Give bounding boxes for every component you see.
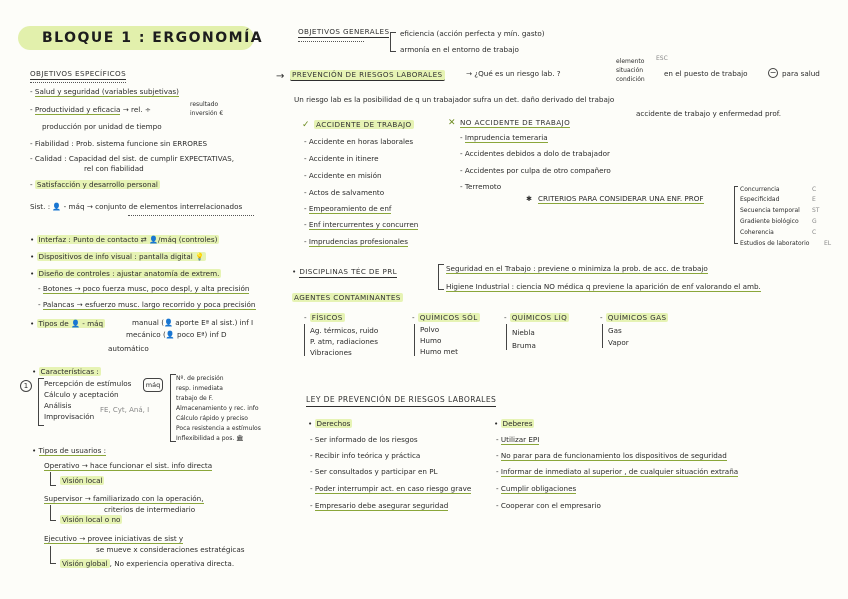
- criterio-item: Concurrencia: [740, 186, 780, 193]
- usuario-ejecutivo: Ejecutivo → provee iniciativas de sist y: [44, 534, 184, 543]
- list-item: - Informar de inmediato al superior , de cualquier situación extraña: [496, 467, 739, 476]
- prevencion-tail: en el puesto de trabajo: [664, 69, 748, 78]
- bracket: [50, 505, 56, 521]
- agente-item: Humo: [420, 336, 442, 345]
- criterio-item: Gradiente biológico: [740, 218, 799, 225]
- agente-item: Vibraciones: [310, 348, 352, 357]
- list-item: - No parar para de funcionamiento los dispositivos de seguridad: [496, 451, 727, 460]
- bracket: [414, 324, 418, 356]
- objetivos-especificos-heading: OBJETIVOS ESPECÍFICOS: [30, 70, 126, 80]
- list-item: rel con fiabilidad: [84, 164, 144, 173]
- agente-item: Polvo: [420, 325, 440, 334]
- usuario-supervisor-nivel: Visión local o no: [62, 515, 121, 524]
- agente-col-title: - QUÍMICOS LÍQ: [504, 313, 568, 322]
- list-item: - Imprudencia temeraria: [460, 133, 548, 142]
- ley-heading: LEY DE PREVENCIÓN DE RIESGOS LABORALES: [306, 396, 496, 407]
- list-item: Cálculo y aceptación: [44, 390, 119, 399]
- list-item: - Palancas → esfuerzo musc. largo recorrido y poca precisión: [38, 300, 256, 309]
- usuario-supervisor: Supervisor → familiarizado con la operación,: [44, 494, 204, 503]
- list-item: - Terremoto: [460, 182, 502, 191]
- list-item: - Fiabilidad : Prob. sistema funcione sin ERRORES: [30, 139, 208, 148]
- heading-squiggle: [30, 79, 126, 83]
- prevencion-tail2: para salud: [782, 69, 820, 78]
- list-item: - Satisfacción y desarrollo personal: [30, 180, 158, 189]
- tipos-maq-mecanico: mecánico (👤 poco Eª) inf D: [126, 330, 227, 339]
- criterio-item: Coherencia: [740, 229, 774, 236]
- list-item: producción por unidad de tiempo: [42, 122, 162, 131]
- list-item: Improvisación: [44, 412, 95, 421]
- bracket: [304, 324, 308, 356]
- list-item: - Recibir info teórica y práctica: [310, 451, 421, 460]
- usuario-supervisor-2: criterios de intermediario: [104, 505, 196, 514]
- usuario-operativo-nivel: Visión local: [62, 476, 103, 485]
- bracket: [602, 324, 606, 348]
- list-item: Almacenamiento y rec. info: [176, 405, 259, 412]
- tipos-maq-label: • Tipos de 👤 - máq: [30, 319, 104, 328]
- usuario-operativo: Operativo → hace funcionar el sist. info directa: [44, 461, 213, 470]
- agente-col-title: - QUÍMICOS GAS: [600, 313, 667, 322]
- ratio-numerator: resultado: [190, 101, 219, 108]
- deberes-title: • Deberes: [494, 419, 533, 428]
- list-item: - Accidentes debidos a dolo de trabajador: [460, 149, 610, 158]
- list-item: Poca resistencia a estímulos: [176, 425, 261, 432]
- bracket: [438, 264, 444, 290]
- agente-item: Vapor: [608, 338, 629, 347]
- list-item: - Cooperar con el empresario: [496, 501, 601, 510]
- objetivo-general-1: eficiencia (acción perfecta y mín. gasto): [400, 29, 545, 38]
- criterio-letter: C: [812, 186, 817, 193]
- prevencion-definition-2: accidente de trabajo y enfermedad prof.: [636, 109, 782, 118]
- caracteristicas-formula: FE, Cyt, Aná, I: [100, 406, 150, 414]
- list-item: • Dispositivos de info visual : pantalla digital 💡: [30, 252, 204, 261]
- criterio-letter: G: [812, 218, 817, 225]
- list-item: - Utilizar EPI: [496, 435, 540, 444]
- list-item: - Accidente in itinere: [304, 154, 379, 163]
- criterios-label: CRITERIOS PARA CONSIDERAR UNA ENF. PROF: [538, 194, 704, 203]
- objetivo-general-2: armonía en el entorno de trabajo: [400, 45, 519, 54]
- list-item: - Calidad : Capacidad del sist. de cumplir EXPECTATIVAS,: [30, 154, 234, 163]
- agente-col-title: - QUÍMICOS SÓL: [412, 313, 478, 322]
- minus-circle-icon: −: [769, 68, 777, 77]
- check-icon: ✓: [302, 120, 310, 130]
- disciplinas-heading: • DISCIPLINAS TÉC DE PRL: [292, 267, 398, 276]
- criterio-item: Secuencia temporal: [740, 207, 800, 214]
- ratio-denominator: inversión €: [190, 110, 224, 117]
- list-item: - Ser informado de los riesgos: [310, 435, 418, 444]
- cross-icon: ✕: [448, 118, 456, 128]
- list-item: - Actos de salvamento: [304, 188, 385, 197]
- esc-mark: ESC: [656, 55, 668, 62]
- bracket: [390, 32, 396, 52]
- usuario-ejecutivo-nivel: Visión global , No experiencia operativa directa.: [62, 559, 235, 568]
- agente-item: Niebla: [512, 328, 535, 337]
- sist-row: Sist. : 👤 - máq → conjunto de elementos interrelacionados: [30, 202, 243, 211]
- list-item: • Diseño de controles : ajustar anatomía de extrem.: [30, 269, 220, 278]
- bracket: [506, 324, 510, 350]
- list-item: - Salud y seguridad (variables subjetivas): [30, 87, 179, 96]
- maq-box: máq: [143, 378, 163, 392]
- list-item: - Empresario debe asegurar seguridad: [310, 501, 449, 510]
- asterisk-icon: ✱: [526, 194, 533, 203]
- list-item: Inflexibilidad a pos. 🏛: [176, 435, 244, 442]
- person-number-circle: 1: [20, 380, 32, 392]
- usuario-ejecutivo-2: se mueve x consideraciones estratégicas: [96, 545, 245, 554]
- list-item: - Empeoramiento de enf: [304, 204, 392, 213]
- tipos-usuarios-heading: • Tipos de usuarios :: [32, 446, 107, 455]
- agente-col-title: - FÍSICOS: [304, 313, 343, 322]
- heading-squiggle: [298, 38, 364, 42]
- list-item: Análisis: [44, 401, 72, 410]
- list-item: - Accidente en horas laborales: [304, 137, 414, 146]
- bracket: [50, 472, 56, 486]
- tipos-maq-automatico: automático: [108, 344, 149, 353]
- criterio-letter: EL: [824, 240, 832, 247]
- list-item: - Enf intercurrentes y concurren: [304, 220, 419, 229]
- list-item: - Cumplir obligaciones: [496, 484, 577, 493]
- list-item: - Accidente en misión: [304, 171, 382, 180]
- derechos-title: • Derechos: [308, 419, 351, 428]
- sist-squiggle: [128, 212, 254, 216]
- list-item: Nº. de precisión: [176, 375, 224, 382]
- tipos-maq-manual: manual (👤 aporte Eª al sist.) inf I: [132, 318, 254, 327]
- list-item: Cálculo rápido y preciso: [176, 415, 248, 422]
- list-item: - Imprudencias profesionales: [304, 237, 408, 246]
- agente-item: Humo met: [420, 347, 458, 356]
- list-item: - Accidentes por culpa de otro compañero: [460, 166, 611, 175]
- objetivos-generales-heading: OBJETIVOS GENERALES: [298, 28, 389, 38]
- accidente-heading: ACCIDENTE DE TRABAJO: [316, 120, 412, 129]
- list-item: • Interfaz : Punto de contacto ⇄ 👤/máq (controles): [30, 235, 218, 244]
- prevencion-definition: Un riesgo lab es la posibilidad de q un trabajador sufra un det. daño derivado del trabajo: [294, 95, 615, 104]
- agente-item: Bruma: [512, 341, 536, 350]
- list-item: - Ser consultados y participar en PL: [310, 467, 438, 476]
- page-title: BLOQUE 1 : ERGONOMÍA: [18, 26, 254, 50]
- bracket: [50, 546, 56, 564]
- list-item: - Productividad y eficacia → rel. ÷: [30, 105, 151, 114]
- list-item: Percepción de estímulos: [44, 379, 132, 388]
- sup-elemento: elemento: [616, 58, 645, 65]
- criterio-item: Especificidad: [740, 196, 780, 203]
- criterio-letter: C: [812, 229, 817, 236]
- agentes-heading: AGENTES CONTAMINANTES: [294, 293, 401, 302]
- no-accidente-heading: NO ACCIDENTE DE TRABAJO: [460, 118, 571, 127]
- agente-item: P. atm, radiaciones: [310, 337, 378, 346]
- disciplina-seguridad: Seguridad en el Trabajo : previene o minimiza la prob. de acc. de trabajo: [446, 264, 708, 273]
- bracket: [734, 186, 738, 244]
- criterio-item: Estudios de laboratorio: [740, 240, 810, 247]
- list-item: - Botones → poco fuerza musc, poco despl, y alta precisión: [38, 284, 250, 293]
- sup-situacion: situación: [616, 67, 644, 74]
- prevencion-heading: PREVENCIÓN DE RIESGOS LABORALES: [292, 70, 443, 79]
- list-item: trabajo de F.: [176, 395, 214, 402]
- sup-condicion: condición: [616, 76, 645, 83]
- disciplina-higiene: Higiene Industrial : ciencia NO médica q previene la aparición de enf valorando el amb.: [446, 282, 761, 291]
- agente-item: Ag. térmicos, ruido: [310, 326, 379, 335]
- caracteristicas-heading: • Características :: [32, 367, 99, 376]
- agente-item: Gas: [608, 326, 622, 335]
- criterio-letter: ST: [812, 207, 820, 214]
- list-item: - Poder interrumpir act. en caso riesgo grave: [310, 484, 472, 493]
- prevencion-question: → ¿Qué es un riesgo lab. ?: [466, 69, 561, 78]
- criterio-letter: E: [812, 196, 816, 203]
- list-item: resp. inmediata: [176, 385, 223, 392]
- arrow-icon: →: [276, 71, 285, 82]
